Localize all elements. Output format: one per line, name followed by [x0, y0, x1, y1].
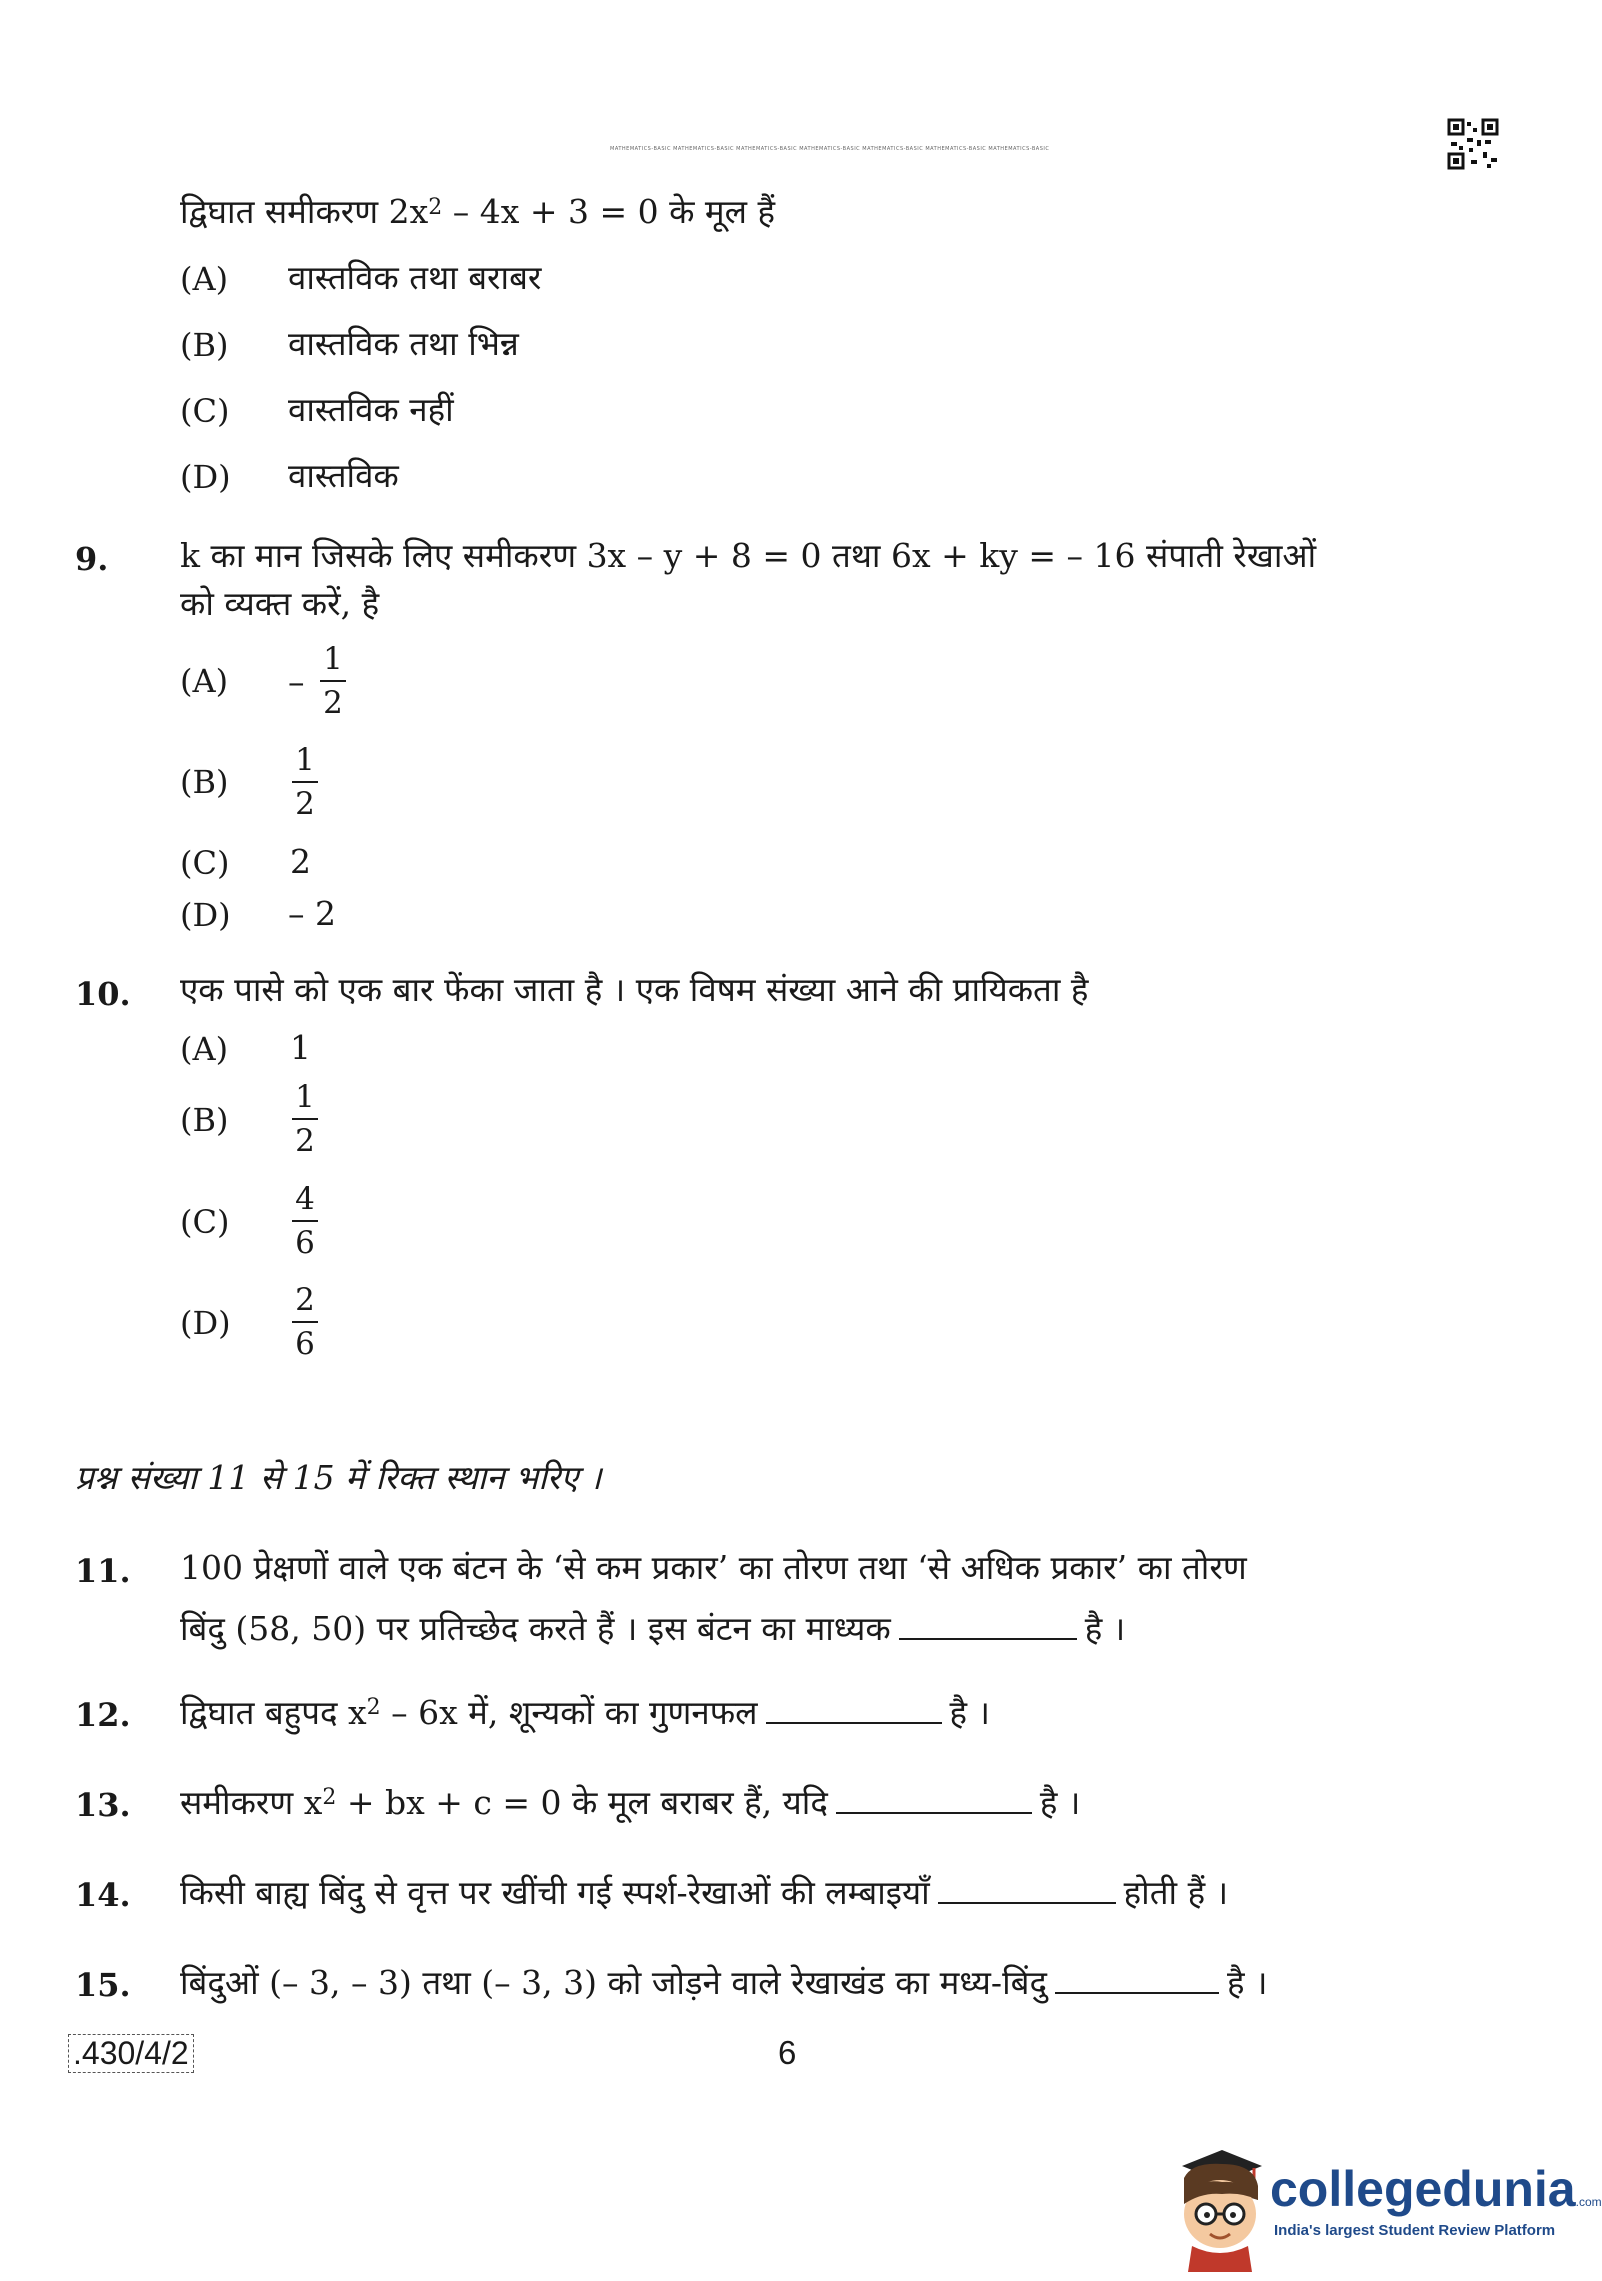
q11-stem-line2 — [180, 1608, 1125, 1649]
fraction-numerator: 2 — [295, 1282, 315, 1318]
brand-suffix: .com — [1575, 2195, 1602, 2209]
q15-text: बिंदुओं (– 3, – 3) तथा (– 3, 3) को जोड़ने वाले रेखाखंड का मध्य-बिंदु — [180, 1963, 1047, 2002]
fraction-denominator: 6 — [295, 1225, 315, 1261]
fraction-bar — [292, 1220, 318, 1222]
q15-number: 15. — [75, 1966, 131, 2004]
q10-option-label: (C) — [180, 1203, 230, 1241]
q8-option-text: वास्तविक तथा बराबर — [288, 258, 542, 297]
q14-text: किसी बाह्य बिंदु से वृत्त पर खींची गई स्पर्श-रेखाओं की लम्बाइयाँ — [180, 1873, 930, 1912]
brand-tagline: India's largest Student Review Platform — [1274, 2222, 1556, 2239]
q12-exponent: 2 — [366, 1695, 381, 1720]
q14-answer-blank[interactable] — [938, 1872, 1116, 1904]
q13-answer-blank[interactable] — [836, 1782, 1032, 1814]
page-number: 6 — [778, 2034, 797, 2071]
q13-stem — [180, 1782, 1080, 1823]
q8-option-text: वास्तविक — [288, 456, 399, 495]
q13-number: 13. — [75, 1786, 131, 1824]
q9-stem-line2: को व्यक्त करें, है — [180, 584, 380, 623]
q12-end: है । — [949, 1693, 991, 1732]
q9-option-label: (A) — [180, 662, 229, 700]
q10-option-b-fraction — [292, 1080, 318, 1158]
fraction-numerator: 1 — [323, 641, 343, 677]
q9-option-b-fraction — [292, 743, 318, 821]
q14-stem — [180, 1872, 1228, 1913]
q12-number: 12. — [75, 1696, 131, 1734]
q8-stem-part: – 4x + 3 = 0 के मूल हैं — [442, 192, 776, 231]
fraction-denominator: 2 — [295, 786, 315, 822]
q8-option-text: वास्तविक नहीं — [288, 390, 454, 429]
q8-option-label: (A) — [180, 260, 229, 298]
q8-exponent: 2 — [428, 195, 443, 220]
fraction-denominator: 2 — [323, 685, 343, 721]
q10-option-d-fraction — [292, 1283, 318, 1361]
fraction-bar — [320, 680, 346, 682]
q9-stem-line1: k का मान जिसके लिए समीकरण 3x – y + 8 = 0 तथा 6x + ky = – 16 संपाती रेखाओं — [180, 536, 1317, 575]
q9-option-label: (D) — [180, 896, 231, 934]
brand-wordmark — [1270, 2160, 1602, 2218]
q9-option-text: 2 — [290, 842, 311, 881]
fraction-bar — [292, 781, 318, 783]
mascot-icon — [1162, 2148, 1268, 2272]
fraction-numerator: 1 — [295, 1079, 315, 1115]
q8-option-label: (D) — [180, 458, 231, 496]
q14-number: 14. — [75, 1876, 131, 1914]
q13-text: समीकरण x — [180, 1783, 323, 1822]
header-watermark: MATHEMATICS-BASIC MATHEMATICS-BASIC MATHEMATICS-BASIC MATHEMATICS-BASIC MATHEMATICS-BASIC MATHEMATICS-BASIC MATHEMATICS-BASIC — [610, 146, 1050, 152]
fraction-bar — [292, 1118, 318, 1120]
brand-name: collegedunia — [1270, 2161, 1576, 2217]
q12-text: द्विघात बहुपद x — [180, 1693, 367, 1732]
q13-text: + bx + c = 0 के मूल बराबर हैं, यदि — [336, 1783, 828, 1822]
q9-option-a-fraction — [320, 642, 346, 720]
q9-option-sign: – — [288, 662, 305, 701]
q15-end: है । — [1227, 1963, 1268, 2002]
q10-option-label: (B) — [180, 1101, 229, 1139]
q13-exponent: 2 — [322, 1785, 337, 1810]
q9-option-label: (B) — [180, 763, 229, 801]
q15-answer-blank[interactable] — [1055, 1962, 1219, 1994]
q8-option-label: (C) — [180, 392, 230, 430]
q11-line2-end: है । — [1084, 1609, 1126, 1648]
paper-code: .430/4/2 — [68, 2034, 194, 2073]
fraction-bar — [292, 1321, 318, 1323]
q15-stem — [180, 1962, 1268, 2003]
q11-number: 11. — [75, 1552, 131, 1590]
q10-number: 10. — [75, 975, 131, 1013]
q10-option-label: (A) — [180, 1030, 229, 1068]
q9-option-text: – 2 — [288, 894, 336, 933]
q8-option-text: वास्तविक तथा भिन्न — [288, 324, 519, 363]
q10-option-c-fraction — [292, 1182, 318, 1260]
q8-stem — [180, 192, 775, 232]
q14-end: होती हैं । — [1123, 1873, 1229, 1912]
q12-stem — [180, 1692, 990, 1733]
fraction-numerator: 1 — [295, 742, 315, 778]
q11-answer-blank[interactable] — [899, 1608, 1077, 1640]
section-instruction: प्रश्न संख्या 11 से 15 में रिक्त स्थान भरिए । — [75, 1458, 602, 1497]
q10-option-text: 1 — [290, 1028, 311, 1067]
q11-line2-text: बिंदु (58, 50) पर प्रतिच्छेद करते हैं । इस बंटन का माध्यक — [180, 1609, 891, 1648]
q12-answer-blank[interactable] — [766, 1692, 942, 1724]
q13-end: है । — [1039, 1783, 1081, 1822]
q10-option-label: (D) — [180, 1304, 231, 1342]
q9-option-label: (C) — [180, 844, 230, 882]
q8-option-label: (B) — [180, 326, 229, 364]
q8-stem-part: द्विघात समीकरण 2x — [180, 192, 429, 231]
q12-text: – 6x में, शून्यकों का गुणनफल — [380, 1693, 758, 1732]
qr-code-icon — [1447, 118, 1499, 170]
q10-stem: एक पासे को एक बार फेंका जाता है । एक विषम संख्या आने की प्रायिकता है — [180, 970, 1089, 1009]
q11-stem-line1: 100 प्रेक्षणों वाले एक बंटन के ‘से कम प्रकार’ का तोरण तथा ‘से अधिक प्रकार’ का तोरण — [180, 1548, 1247, 1587]
fraction-denominator: 2 — [295, 1123, 315, 1159]
fraction-numerator: 4 — [295, 1181, 315, 1217]
fraction-denominator: 6 — [295, 1326, 315, 1362]
q9-number: 9. — [75, 540, 109, 578]
